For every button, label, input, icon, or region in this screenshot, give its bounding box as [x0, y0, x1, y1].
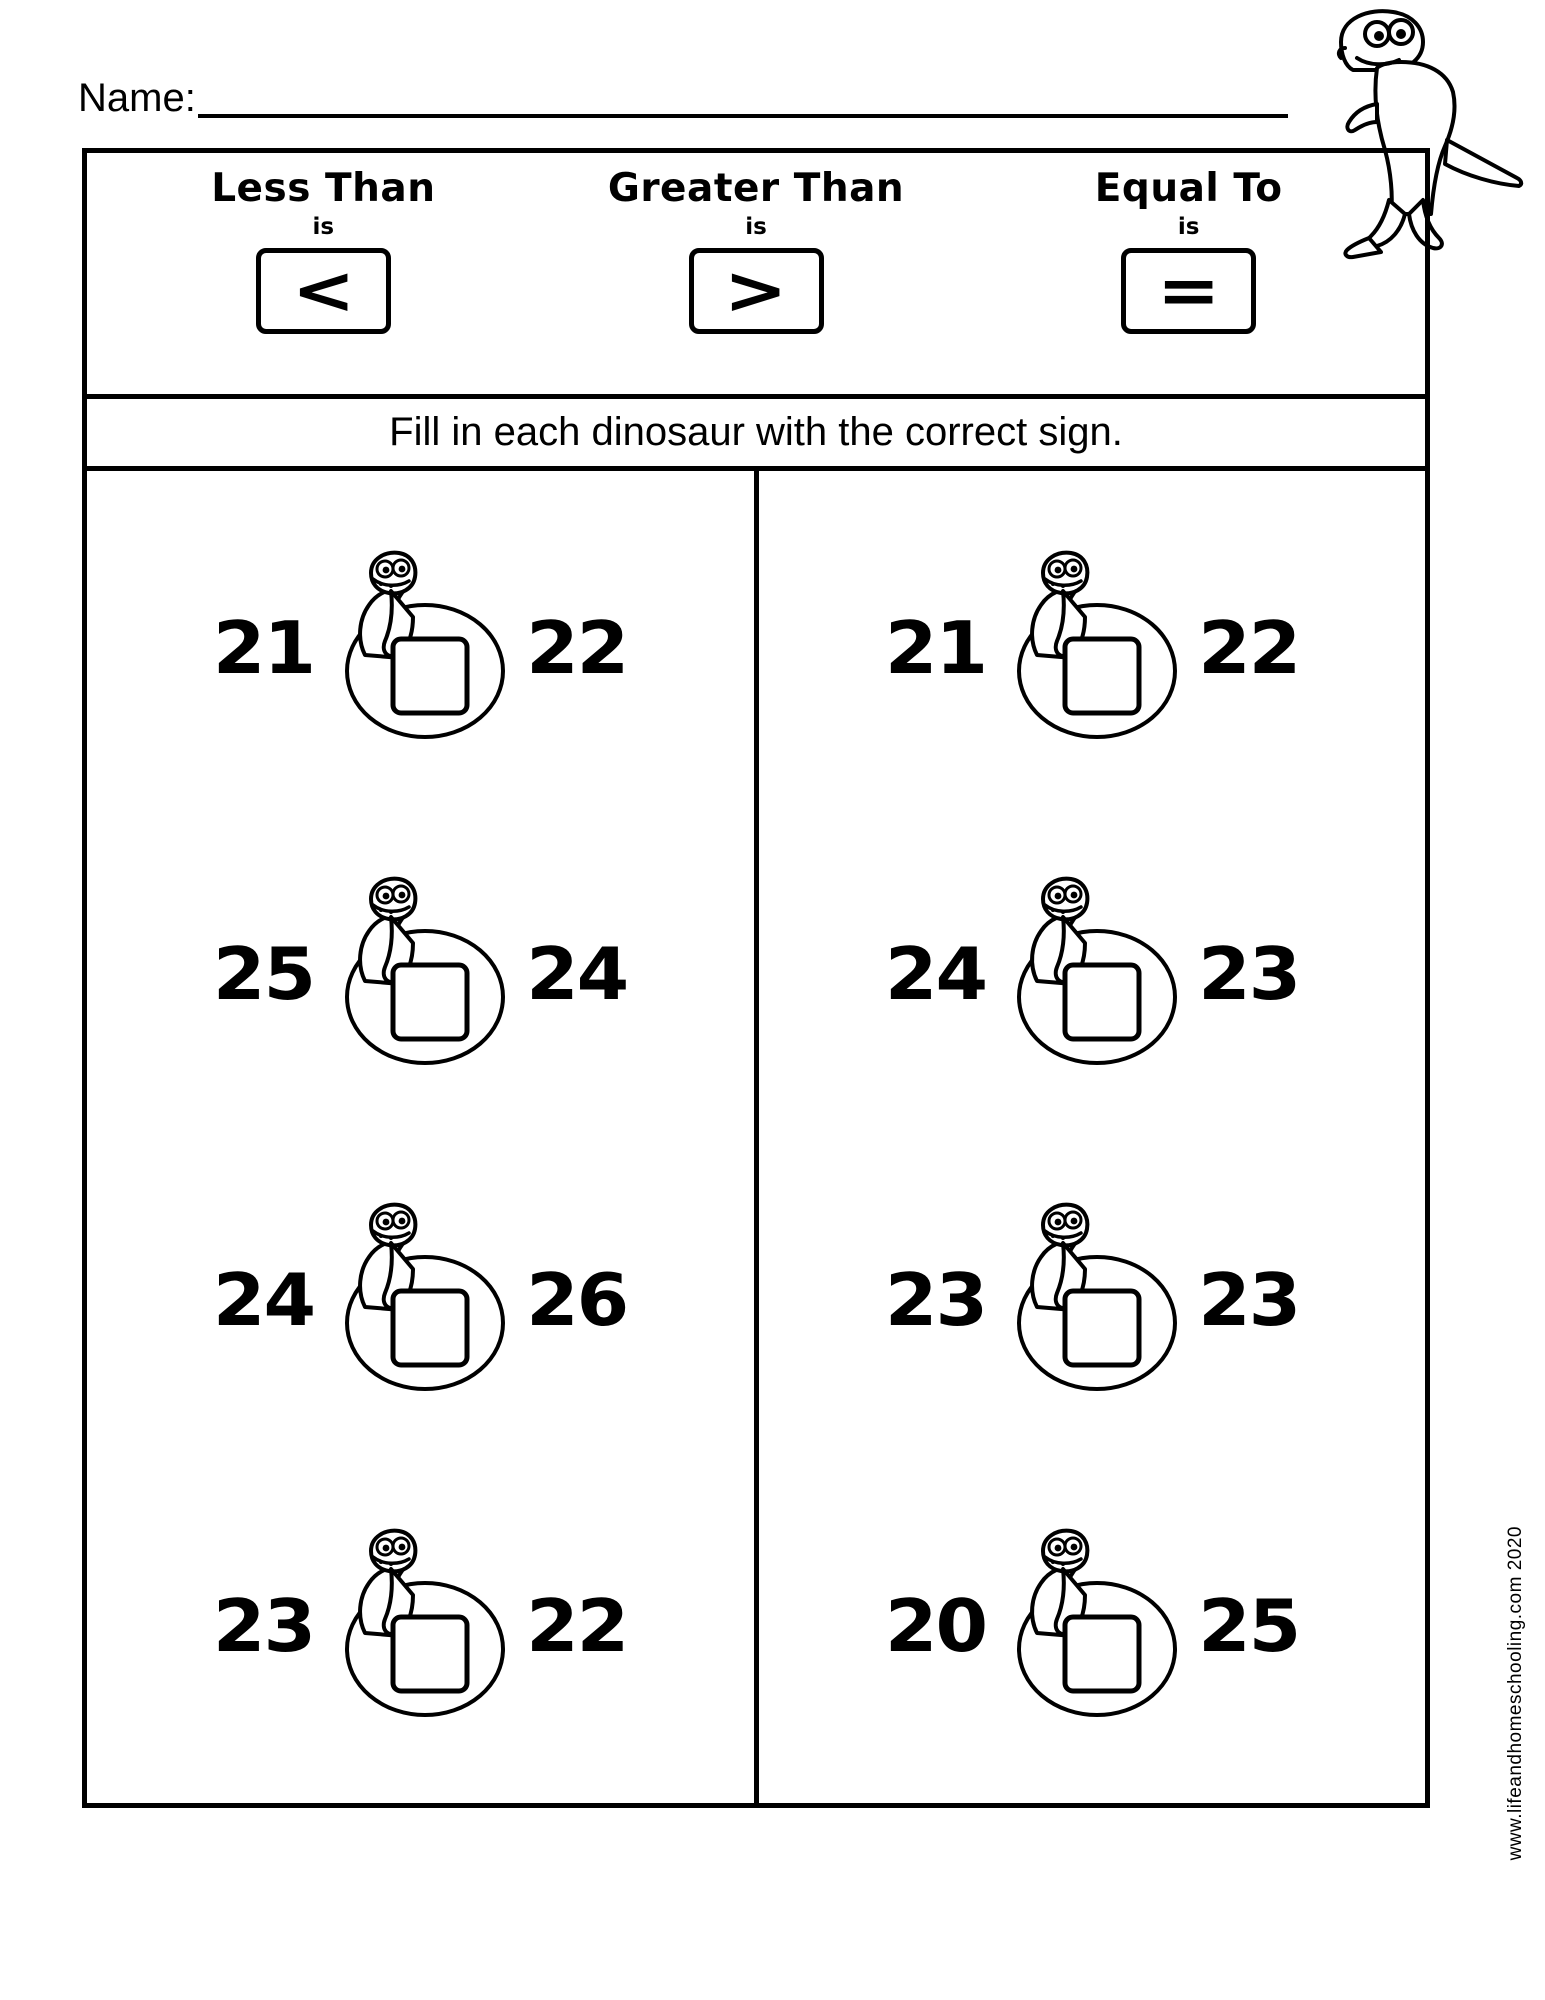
- dinosaur-answer-figure[interactable]: [313, 543, 523, 753]
- dinosaur-answer-figure[interactable]: [985, 1521, 1195, 1731]
- dinosaur-answer-figure[interactable]: [985, 1195, 1195, 1405]
- right-number: 22: [526, 1584, 628, 1668]
- dinosaur-answer-figure[interactable]: [313, 1195, 523, 1405]
- left-number: 21: [213, 606, 315, 690]
- greater-than-sign-icon: >: [724, 251, 788, 329]
- equal-to-sign-box: [1121, 248, 1256, 334]
- problem-row: [759, 1137, 1426, 1463]
- right-number: 26: [526, 1258, 628, 1342]
- legend-band: [87, 153, 1425, 399]
- problem-row: [759, 811, 1426, 1137]
- problem-column-right: [759, 471, 1426, 1803]
- right-number: 23: [1197, 932, 1299, 1016]
- right-number: 24: [526, 932, 628, 1016]
- left-number: 23: [884, 1258, 986, 1342]
- name-input-line[interactable]: [198, 78, 1288, 118]
- right-number: 22: [526, 606, 628, 690]
- less-than-sign-box: [256, 248, 391, 334]
- left-number: 24: [213, 1258, 315, 1342]
- problem-row: [759, 1463, 1426, 1789]
- legend-title: Equal To: [1094, 166, 1283, 211]
- problem-grid: [87, 471, 1425, 1803]
- right-number: 22: [1197, 606, 1299, 690]
- worksheet-frame: [82, 148, 1430, 1808]
- problem-row: [87, 811, 754, 1137]
- legend-item-less-than: [107, 153, 540, 394]
- legend-title: Greater Than: [607, 166, 905, 211]
- left-number: 20: [884, 1584, 986, 1668]
- equals-sign-icon: =: [1156, 251, 1221, 329]
- instruction-text: Fill in each dinosaur with the correct sign.: [389, 410, 1123, 454]
- dinosaur-answer-figure[interactable]: [985, 869, 1195, 1079]
- dinosaur-answer-figure[interactable]: [313, 869, 523, 1079]
- legend-is-word: is: [745, 213, 767, 240]
- instruction-band: [87, 399, 1425, 471]
- left-number: 21: [884, 606, 986, 690]
- credit-text: www.lifeandhomeschooling.com 2020: [1505, 1525, 1526, 1860]
- left-number: 23: [213, 1584, 315, 1668]
- name-label: Name:: [78, 76, 196, 120]
- name-row: [78, 78, 1288, 118]
- left-number: 25: [213, 932, 315, 1016]
- legend-item-greater-than: [540, 153, 973, 394]
- legend-title: Less Than: [211, 166, 436, 211]
- right-number: 23: [1197, 1258, 1299, 1342]
- dinosaur-answer-figure[interactable]: [985, 543, 1195, 753]
- problem-row: [87, 1137, 754, 1463]
- right-number: 25: [1197, 1584, 1299, 1668]
- less-than-sign-icon: <: [291, 251, 356, 329]
- greater-than-sign-box: [689, 248, 824, 334]
- problem-row: [87, 1463, 754, 1789]
- left-number: 24: [884, 932, 986, 1016]
- dinosaur-answer-figure[interactable]: [313, 1521, 523, 1731]
- problem-row: [87, 485, 754, 811]
- legend-item-equal-to: [972, 153, 1405, 394]
- legend-is-word: is: [1177, 213, 1200, 240]
- problem-column-left: [87, 471, 759, 1803]
- problem-row: [759, 485, 1426, 811]
- legend-is-word: is: [312, 213, 335, 240]
